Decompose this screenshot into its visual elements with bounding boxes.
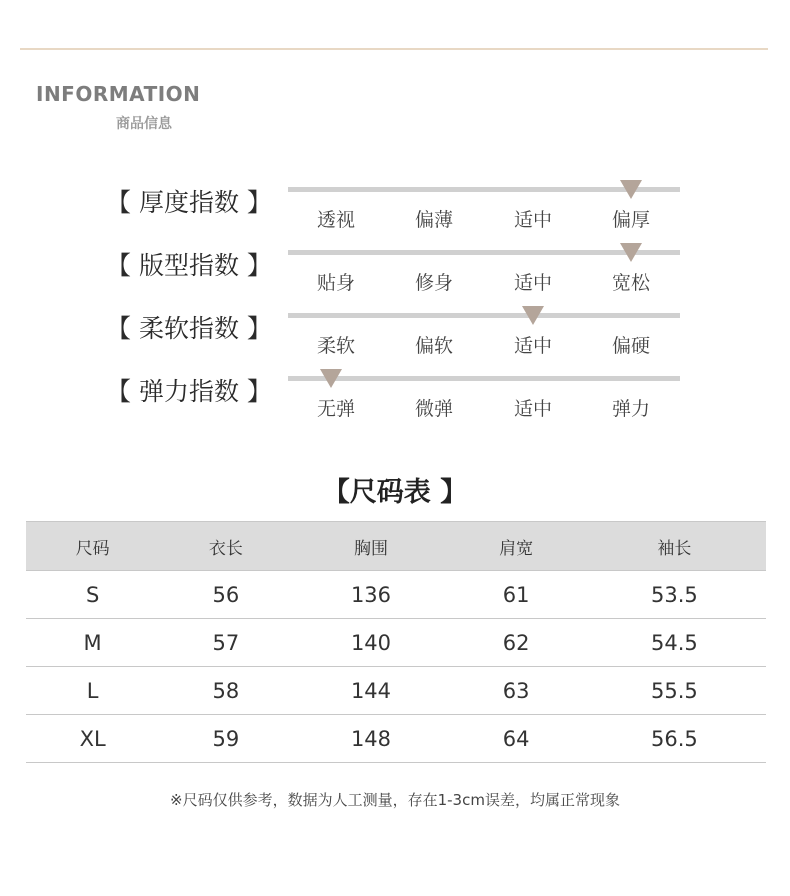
table-cell: 144 (292, 667, 449, 715)
selected-marker-icon (522, 306, 544, 325)
top-divider (20, 48, 768, 50)
table-cell: 140 (292, 619, 449, 667)
header-cell: 胸围 (292, 522, 449, 571)
attribute-option: 宽松 (611, 272, 650, 294)
attribute-scale-track (288, 313, 680, 318)
attribute-option: 透视 (316, 209, 355, 231)
table-cell: 62 (450, 619, 583, 667)
attribute-option: 适中 (513, 272, 552, 294)
table-cell: 56.5 (583, 715, 766, 763)
table-cell: S (26, 571, 159, 619)
attribute-row (0, 309, 790, 369)
selected-marker-icon (320, 369, 342, 388)
table-cell: 58 (159, 667, 292, 715)
table-row (26, 619, 766, 667)
table-cell: 57 (159, 619, 292, 667)
header-cell: 尺码 (26, 522, 159, 571)
attribute-row (0, 372, 790, 432)
attribute-option: 贴身 (316, 272, 355, 294)
attribute-option: 柔软 (316, 335, 355, 357)
attribute-option: 无弹 (316, 398, 355, 420)
attribute-label: 【 柔软指数 】 (106, 314, 272, 343)
table-cell: 55.5 (583, 667, 766, 715)
section-title-zh: 商品信息 (116, 116, 172, 132)
attribute-option: 偏软 (414, 335, 453, 357)
table-cell: 64 (450, 715, 583, 763)
size-chart-title: 【尺码表 】 (322, 477, 468, 508)
attribute-option: 适中 (513, 398, 552, 420)
header-cell: 衣长 (159, 522, 292, 571)
attribute-row (0, 246, 790, 306)
attribute-label: 【 厚度指数 】 (106, 188, 272, 217)
table-cell: 148 (292, 715, 449, 763)
attribute-option: 适中 (513, 209, 552, 231)
table-cell: 56 (159, 571, 292, 619)
attribute-option: 偏薄 (414, 209, 453, 231)
table-cell: 54.5 (583, 619, 766, 667)
table-cell: 59 (159, 715, 292, 763)
attribute-scale-track (288, 376, 680, 381)
attribute-label: 【 版型指数 】 (106, 251, 272, 280)
table-cell: 136 (292, 571, 449, 619)
table-header-row (26, 522, 766, 571)
table-cell: 61 (450, 571, 583, 619)
attribute-row (0, 183, 790, 243)
section-title-en: INFORMATION (36, 82, 201, 106)
size-footnote: ※尺码仅供参考，数据为人工测量，存在1-3cm误差，均属正常现象 (170, 791, 620, 809)
attribute-option: 偏厚 (611, 209, 650, 231)
selected-marker-icon (620, 243, 642, 262)
attribute-option: 适中 (513, 335, 552, 357)
size-table (26, 521, 766, 763)
table-row (26, 667, 766, 715)
attribute-option: 偏硬 (611, 335, 650, 357)
attribute-option: 修身 (414, 272, 453, 294)
attribute-option: 微弹 (414, 398, 453, 420)
table-cell: 63 (450, 667, 583, 715)
header-cell: 肩宽 (450, 522, 583, 571)
table-cell: M (26, 619, 159, 667)
table-cell: XL (26, 715, 159, 763)
table-row (26, 715, 766, 763)
header-cell: 袖长 (583, 522, 766, 571)
table-row (26, 571, 766, 619)
attribute-option: 弹力 (611, 398, 650, 420)
attribute-label: 【 弹力指数 】 (106, 377, 272, 406)
table-cell: L (26, 667, 159, 715)
table-cell: 53.5 (583, 571, 766, 619)
selected-marker-icon (620, 180, 642, 199)
